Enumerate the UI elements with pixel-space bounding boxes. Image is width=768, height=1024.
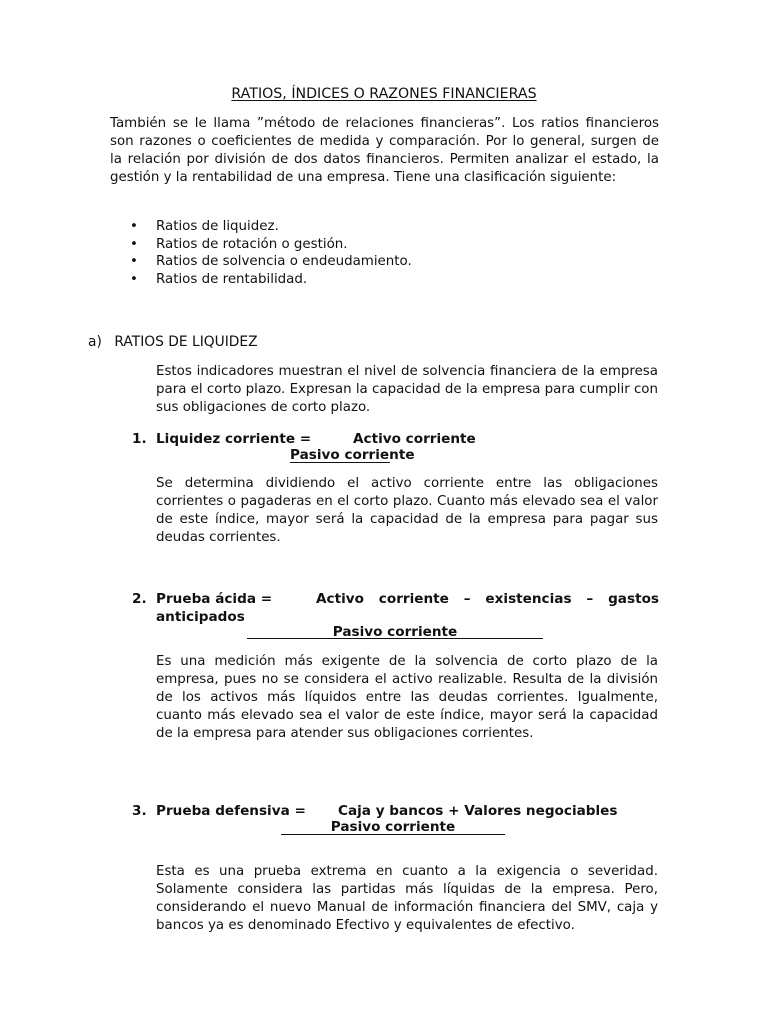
fraction-bar [247,638,543,639]
bullet-icon: • [130,271,138,287]
section-marker: a) [88,334,102,350]
item-number: 3. [132,803,147,819]
item-number: 1. [132,431,147,447]
formula-prueba-defensiva [132,802,306,820]
formula-numerator: Activo corriente – existencias – gastos [316,591,659,607]
formula-prueba-acida [132,590,272,608]
bullet-icon: • [130,219,138,234]
formula-label: Liquidez corriente = [156,431,312,447]
section-title: RATIOS DE LIQUIDEZ [114,334,258,350]
formula-numerator: Activo corriente [353,431,476,447]
formula-denominator: Pasivo corriente [290,447,415,463]
list-item: • Ratios de solvencia o endeudamiento. [130,254,412,269]
bullet-icon: • [130,254,138,269]
formula-numerator-continued: anticipados [156,609,245,625]
formula-label: Prueba ácida = [156,591,273,607]
formula-liquidez-corriente [132,430,311,448]
list-item: • Ratios de rentabilidad. [130,271,308,287]
formula-numerator: Caja y bancos + Valores negociables [338,803,618,819]
formula-explanation: Es una medición más exigente de la solvencia de corto plazo de la empresa, pues no se considera el activo realizable. Resulta de la división de los activos más líquidos entre las deudas corrientes. Igualmente, cuanto más elevado sea el valor de este índice, mayor será la capacidad de la empresa para atender sus obligaciones corrientes. [156,654,658,741]
fraction-bar [290,462,390,463]
fraction-bar [281,834,505,835]
ratio-classification-list [110,218,659,288]
list-item: • Ratios de liquidez. [130,219,279,234]
section-heading-liquidez [88,333,258,351]
section-description: Estos indicadores muestran el nivel de solvencia financiera de la empresa para el corto plazo. Expresan la capacidad de la empresa para cumplir con sus obligaciones de corto plazo. [156,364,658,415]
bullet-icon: • [130,236,138,252]
formula-explanation: Se determina dividiendo el activo corriente entre las obligaciones corrientes o pagaderas en el corto plazo. Cuanto más elevado sea el valor de este índice, mayor será la capacidad de la empresa para pagar sus deudas corrientes. [156,476,658,545]
list-item: • Ratios de rotación o gestión. [130,236,348,252]
item-number: 2. [132,591,147,607]
formula-denominator: Pasivo corriente [330,819,456,835]
formula-denominator: Pasivo corriente [332,624,458,640]
formula-label: Prueba defensiva = [156,803,306,819]
document-title: RATIOS, ÍNDICES O RAZONES FINANCIERAS [231,86,537,102]
formula-explanation: Esta es una prueba extrema en cuanto a la exigencia o severidad. Solamente considera las partidas más líquidas de la empresa. Pero, considerando el nuevo Manual de información financiera del SMV, caja y bancos ya es denominado Efectivo y equivalentes de efectivo. [156,864,658,933]
intro-paragraph: También se le llama ”método de relaciones financieras”. Los ratios financieros son razones o coeficientes de medida y comparación. Por lo general, surgen de la relación por división de dos datos financieros. Permiten analizar el estado, la gestión y la rentabilidad de una empresa. Tiene una clasificación siguiente: [110,116,659,185]
